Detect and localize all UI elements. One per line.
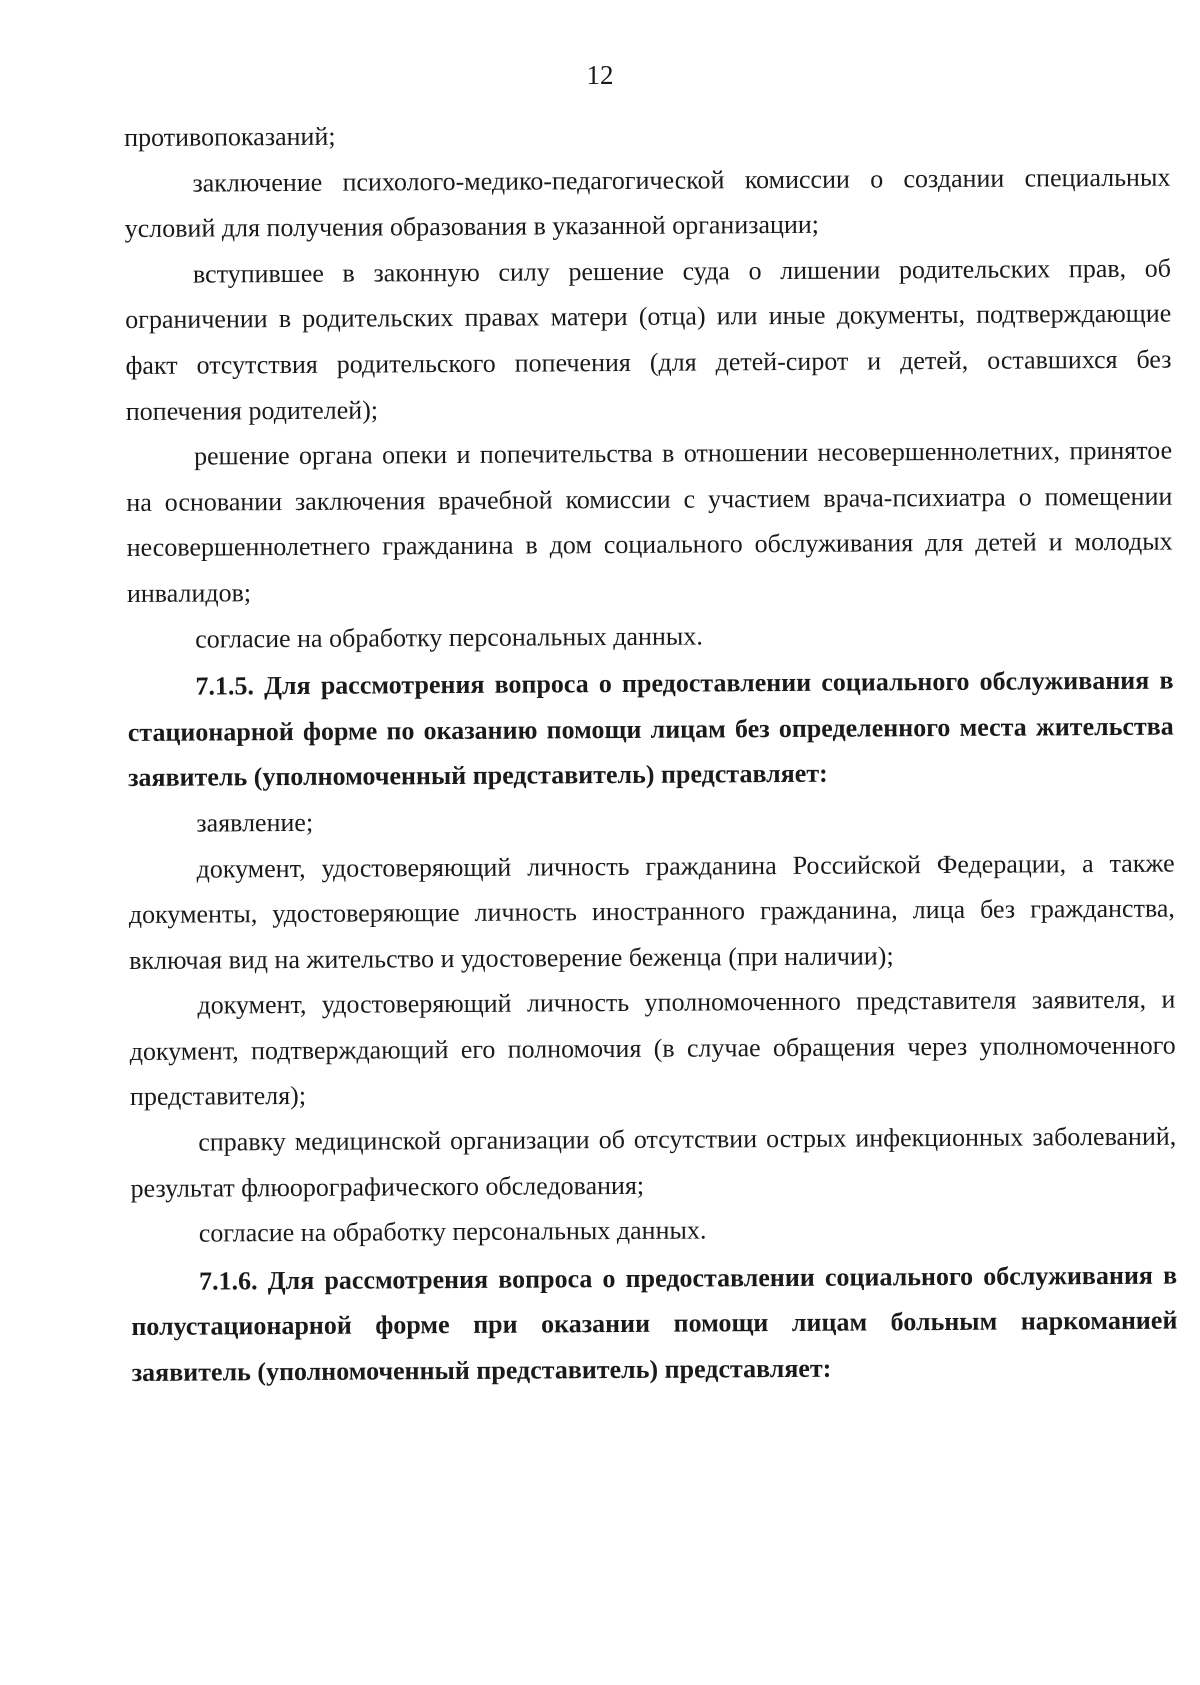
paragraph-consent-1: согласие на обработку персональных данных. <box>195 621 703 654</box>
paragraph-application: заявление; <box>196 807 314 838</box>
paragraph-court-decision: вступившее в законную силу решение суда о лишении родительских прав, об ограничении в родительских правах матери (отца) или иные документы, подтверждающие факт отсутствия родительского попечения (для детей-сирот и детей, оставшихся без попечения родителей); <box>125 253 1172 426</box>
section-heading-7-1-6: 7.1.6. Для рассмотрения вопроса о предоставлении социального обслуживания в полустационарной форме при оказании помощи лицам больным наркоманией заявитель (уполномоченный представитель) представляет: <box>131 1260 1178 1388</box>
paragraph-guardianship-decision: решение органа опеки и попечительства в отношении несовершеннолетних, принятое на основании заключения врачебной комиссии с участием врача-психиатра о помещении несовершеннолетнего гражданина в дом социального обслуживания для детей и молодых инвалидов; <box>126 435 1173 608</box>
paragraph-consent-2: согласие на обработку персональных данных. <box>198 1215 707 1248</box>
section-heading-7-1-5: 7.1.5. Для рассмотрения вопроса о предоставлении социального обслуживания в стационарной форме по оказанию помощи лицам без определенного места жительства заявитель (уполномоченный представитель) представляет: <box>127 665 1174 793</box>
page-number: 12 <box>586 60 614 90</box>
paragraph-pmpk-conclusion: заключение психолого-медико-педагогической комиссии о создании специальных условий для получения образования в указанной организации; <box>124 162 1171 244</box>
paragraph-medical-certificate: справку медицинской организации об отсутствии острых инфекционных заболеваний, результат флюорографического обследования; <box>130 1121 1177 1203</box>
paragraph-contraindications: противопоказаний; <box>124 121 336 152</box>
paragraph-representative-document: документ, удостоверяющий личность уполномоченного представителя заявителя, и документ, подтверждающий его полномочия (в случае обращения через уполномоченного представителя); <box>129 984 1176 1112</box>
paragraph-identity-document: документ, удостоверяющий личность гражданина Российской Федерации, а также документы, удостоверяющие личность иностранного гражданина, лица без гражданства, включая вид на жительство и удостоверение беженца (при наличии); <box>128 848 1175 975</box>
document-body <box>124 109 1178 1396</box>
